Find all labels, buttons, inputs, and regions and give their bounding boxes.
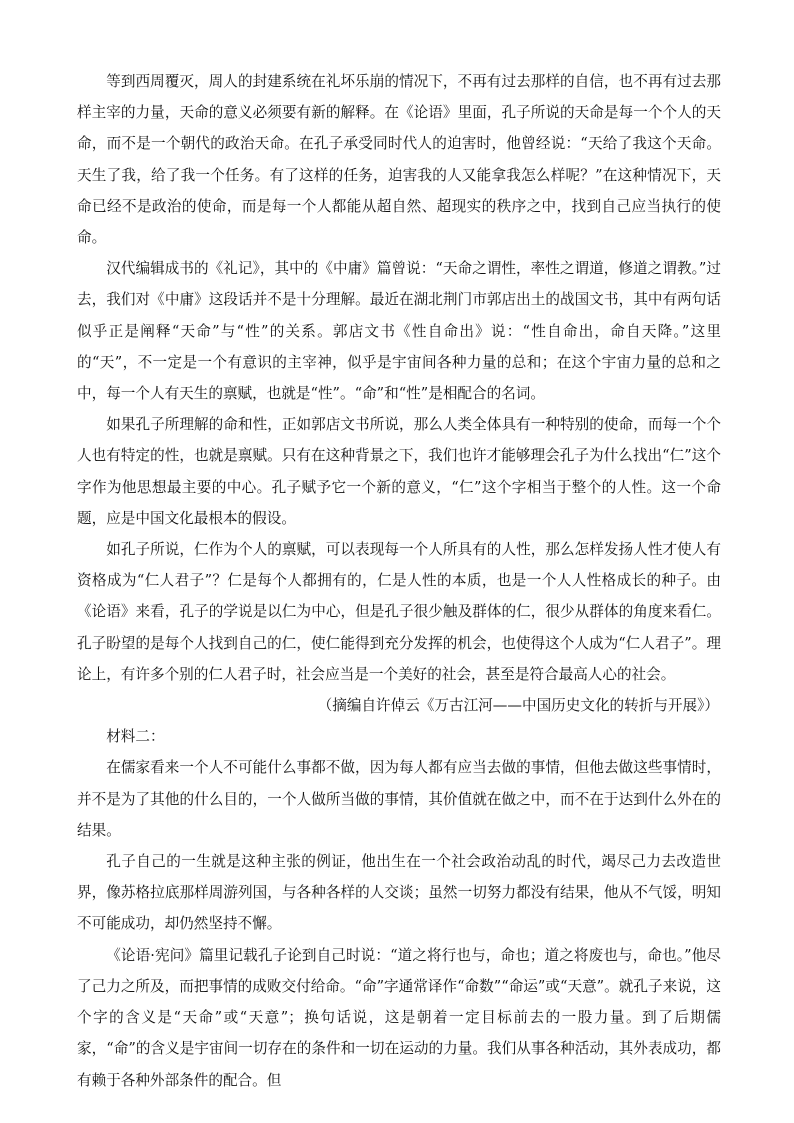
- source-citation: （摘编自许倬云《万古江河——中国历史文化的转折与开展》）: [317, 697, 719, 715]
- paragraph-2: 汉代编辑成书的《礼记》，其中的《中庸》篇曾说：“天命之谓性，率性之谓道，修道之谓教。”过去，我们对《中庸》这段话并不是十分理解。最近在湖北荆门市郭店出土的战国文书，其中有两句话似乎正是阐释“天命”与“性”的关系。郭店文书《性自命出》说：“性自命出，命自天降。”这里的“天”，不一定是一个有意识的主宰神，似乎是宇宙间各种力量的总和；在这个宇宙力量的总和之中，每一个人有天生的禀赋，也就是“性”。“命”和“性”是相配合的名词。: [77, 260, 721, 403]
- material-label: 材料二：: [106, 728, 165, 746]
- paragraph-6: 孔子自己的一生就是这种主张的例证，他出生在一个社会政治动乱的时代，竭尽己力去改造世界，像苏格拉底那样周游列国，与各种各样的人交谈；虽然一切努力都没有结果，他从不气馁，明知不可能成功，却仍然坚持不懈。: [77, 853, 721, 933]
- paragraph-4: 如孔子所说，仁作为个人的禀赋，可以表现每一个人所具有的人性，那么怎样发扬人性才使人有资格成为“仁人君子”？仁是每个人都拥有的，仁是人性的本质，也是一个人人性格成长的种子。由《论语》来看，孔子的学说是以仁为中心，但是孔子很少触及群体的仁，很少从群体的角度来看仁。孔子盼望的是每个人找到自己的仁，使仁能得到充分发挥的机会，也使得这个人成为“仁人君子”。理论上，有许多个别的仁人君子时，社会应当是一个美好的社会，甚至是符合最高人心的社会。: [77, 541, 721, 683]
- paragraph-1: 等到西周覆灭，周人的封建系统在礼坏乐崩的情况下，不再有过去那样的自信，也不再有过去那样主宰的力量，天命的意义必须要有新的解释。在《论语》里面，孔子所说的天命是每一个个人的天命，而不是一个朝代的政治天命。在孔子承受同时代人的迫害时，他曾经说：“天给了我这个天命。天生了我，给了我一个任务。有了这样的任务，迫害我的人又能拿我怎么样呢？”在这种情况下，天命已经不是政治的使命，而是每一个人都能从超自然、超现实的秩序之中，找到自己应当执行的使命。: [77, 73, 721, 247]
- document-page: [77, 66, 721, 1096]
- paragraph-3: 如果孔子所理解的命和性，正如郭店文书所说，那么人类全体具有一种特别的使命，而每一个个人也有特定的性，也就是禀赋。只有在这种背景之下，我们也许才能够理会孔子为什么找出“仁”这个字作为他思想最主要的中心。孔子赋予它一个新的意义，“仁”这个字相当于整个的人性。这一个命题，应是中国文化最根本的假设。: [77, 416, 721, 527]
- paragraph-7: 《论语·宪问》篇里记载孔子论到自己时说：“道之将行也与，命也；道之将废也与，命也。”他尽了己力之所及，而把事情的成败交付给命。“命”字通常译作“命数”“命运”或“天意”。就孔子来说，这个字的含义是“天命”或“天意”；换句话说，这是朝着一定目标前去的一股力量。到了后期儒家，“命”的含义是宇宙间一切存在的条件和一切在运动的力量。我们从事各种活动，其外表成功，都有赖于各种外部条件的配合。但: [77, 946, 721, 1089]
- paragraph-5: 在儒家看来一个人不可能什么事都不做，因为每人都有应当去做的事情，但他去做这些事情时，并不是为了其他的什么目的，一个人做所当做的事情，其价值就在做之中，而不在于达到什么外在的结果。: [77, 759, 721, 839]
